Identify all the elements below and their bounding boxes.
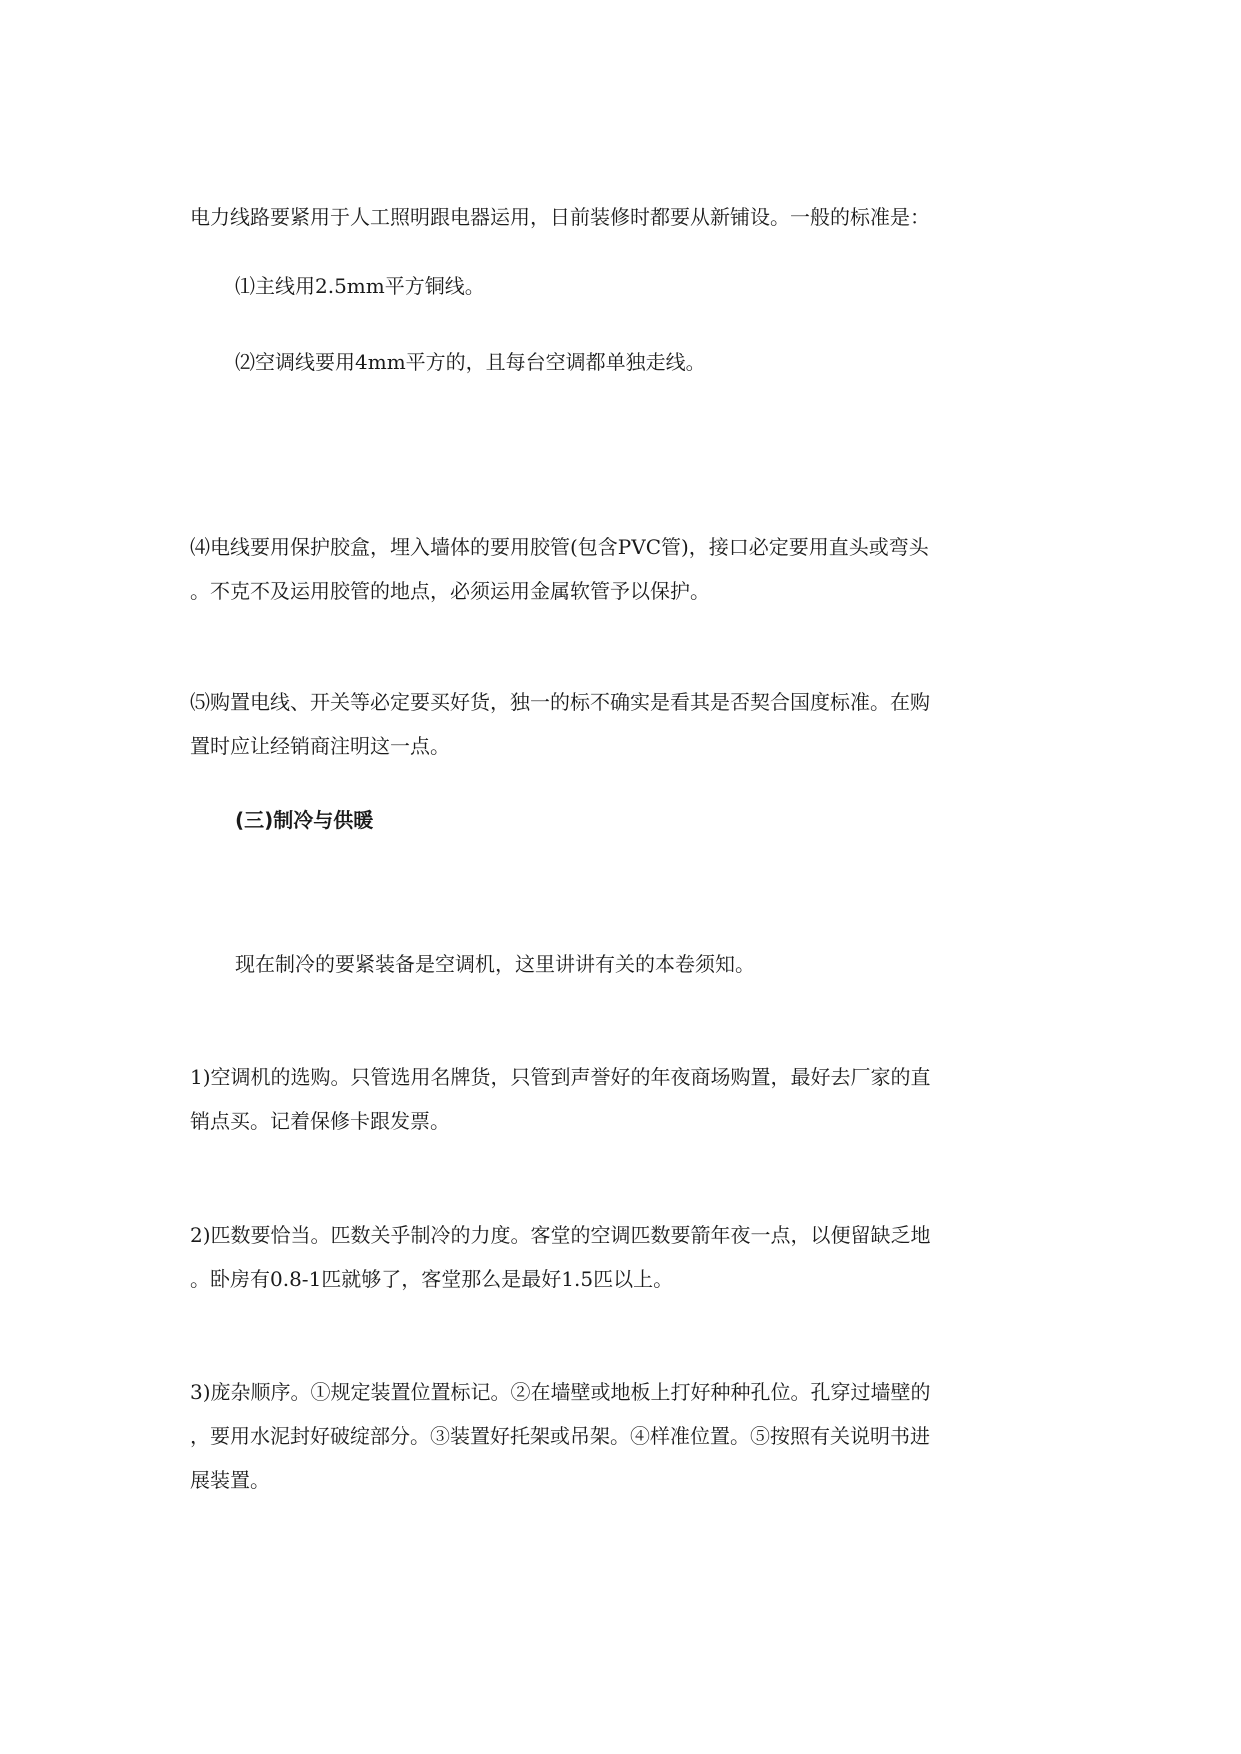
- paragraph-ac-selection: [190, 1055, 1060, 1143]
- text-line: 。卧房有0.8-1匹就够了，客堂那么是最好1.5匹以上。: [190, 1267, 674, 1291]
- text-line: 1)空调机的选购。只管选用名牌货，只管到声誉好的年夜商场购置，最好去厂家的直: [190, 1065, 931, 1089]
- text-line: 3)庞杂顺序。①规定装置位置标记。②在墙壁或地板上打好种种孔位。孔穿过墙壁的: [190, 1380, 931, 1404]
- text-line: 现在制冷的要紧装备是空调机，这里讲讲有关的本卷须知。: [235, 952, 755, 976]
- heading-text: (三)制冷与供暖: [235, 808, 374, 832]
- paragraph-installation-steps: [190, 1370, 1060, 1502]
- text-line: ⑵空调线要用4mm平方的，且每台空调都单独走线。: [235, 350, 706, 374]
- text-line: 。不克不及运用胶管的地点，必须运用金属软管予以保护。: [190, 579, 710, 603]
- text-line: 电力线路要紧用于人工照明跟电器运用，日前装修时都要从新铺设。一般的标准是：: [190, 205, 930, 229]
- paragraph-ac-wire: [235, 340, 1105, 384]
- text-line: ⑴主线用2.5mm平方铜线。: [235, 274, 485, 298]
- text-line: ⑷电线要用保护胶盒，埋入墙体的要用胶管(包含PVC管)，接口必定要用直头或弯头: [190, 535, 929, 559]
- paragraph-horsepower: [190, 1213, 1060, 1301]
- paragraph-purchase-wires: [190, 680, 1060, 768]
- text-line: 销点买。记着保修卡跟发票。: [190, 1109, 450, 1133]
- text-line: ⑸购置电线、开关等必定要买好货，独一的标不确实是看其是否契合国度标准。在购: [190, 690, 930, 714]
- paragraph-cooling-intro: [235, 942, 1105, 986]
- paragraph-main-wire: [235, 264, 1105, 308]
- text-line: 2)匹数要恰当。匹数关乎制冷的力度。客堂的空调匹数要箭年夜一点，以便留缺乏地: [190, 1223, 931, 1247]
- text-line: ，要用水泥封好破绽部分。③装置好托架或吊架。④样准位置。⑤按照有关说明书进: [190, 1424, 930, 1448]
- section-heading-cooling-heating: [235, 798, 1105, 842]
- paragraph-wire-protection: [190, 525, 1060, 613]
- text-line: 展装置。: [190, 1468, 270, 1492]
- paragraph-power-lines: [190, 195, 1060, 239]
- text-line: 置时应让经销商注明这一点。: [190, 734, 450, 758]
